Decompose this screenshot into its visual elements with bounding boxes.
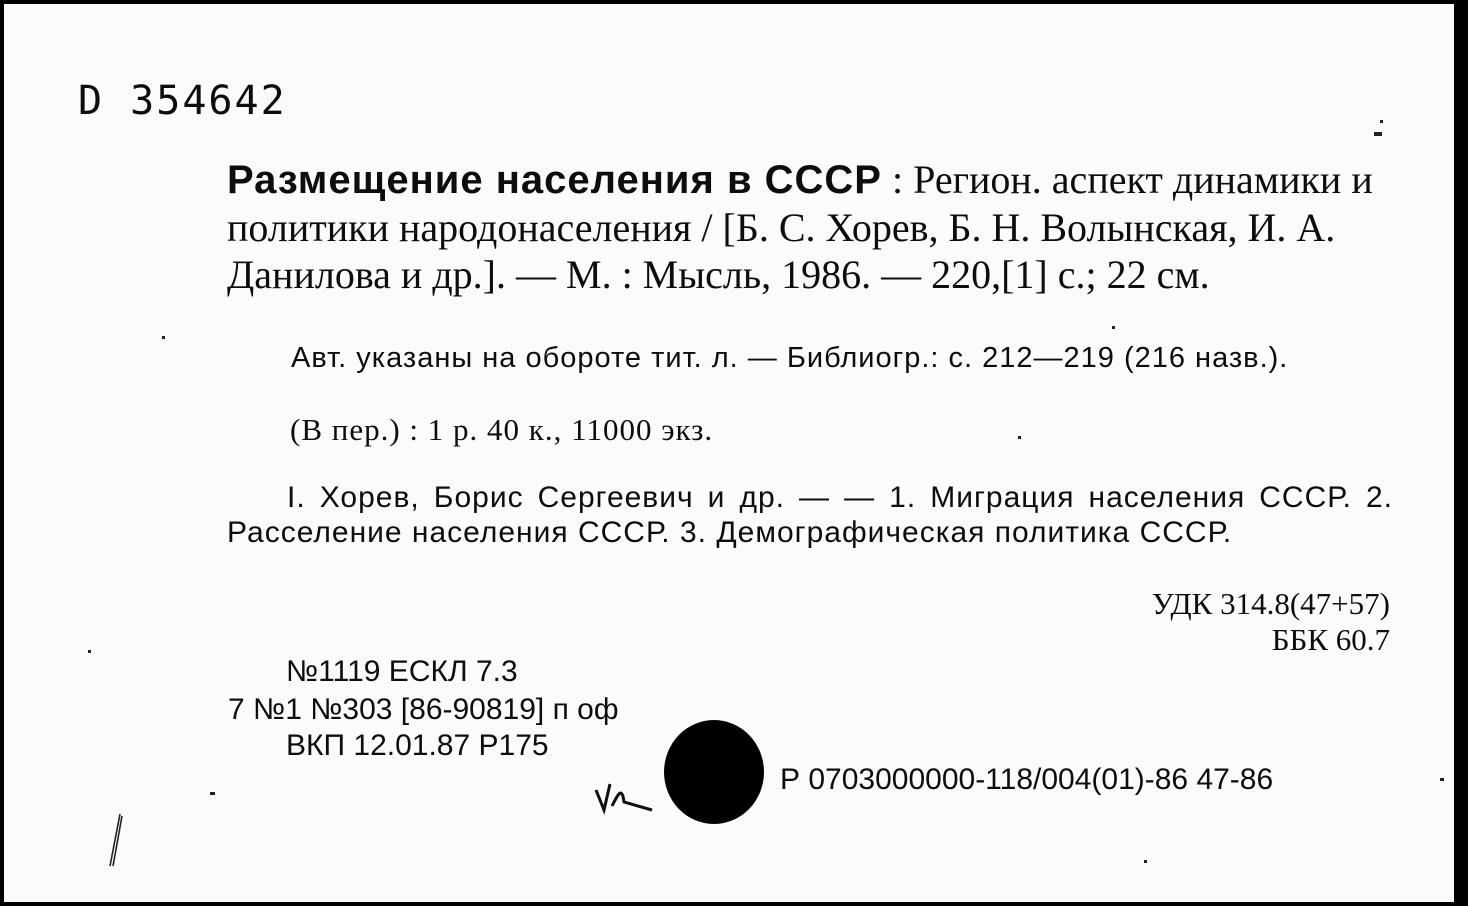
book-title: Размещение населения в СССР bbox=[227, 158, 882, 202]
handwritten-mark bbox=[592, 776, 656, 820]
publisher-code: Р 0703000000-118/004(01)-86 47-86 bbox=[780, 763, 1274, 796]
punch-hole bbox=[664, 720, 764, 824]
scan-speck bbox=[1440, 778, 1444, 781]
scan-speck bbox=[1144, 860, 1147, 863]
scan-speck bbox=[88, 650, 91, 653]
scan-speck bbox=[1018, 436, 1021, 439]
price-and-print-run: (В пер.) : 1 р. 40 к., 11000 экз. bbox=[290, 412, 714, 447]
service-line-2: 7 №1 №303 [86-90819] п оф bbox=[228, 693, 619, 726]
subject-tracings: I. Хорев, Борис Сергеевич и др. — — 1. Миграция населения СССР. 2. Расселение населения СССР. 3. Демографическая политика СССР. bbox=[227, 481, 1393, 549]
classification-block bbox=[1152, 586, 1390, 658]
bibliographic-description bbox=[227, 156, 1393, 298]
scan-scratch bbox=[104, 810, 128, 870]
scan-speck bbox=[1112, 326, 1115, 329]
scan-speck bbox=[210, 792, 215, 795]
title-statement: : Регион. аспект динамики и политики народонаселения / [Б. С. Хорев, Б. Н. Волынская, И. А. Данилова и др.]. — М. : Мысль, 1986. — 220,[1] с.; 22 см. bbox=[227, 157, 1373, 297]
service-line-1: №1119 ЕСКЛ 7.3 bbox=[286, 655, 518, 688]
service-line-3: ВКП 12.01.87 Р175 bbox=[286, 729, 549, 762]
scan-speck bbox=[162, 336, 165, 339]
scan-speck bbox=[1380, 120, 1383, 123]
inventory-number: D 354642 bbox=[78, 78, 287, 124]
udk-code: УДК 314.8(47+57) bbox=[1151, 586, 1390, 621]
bibliography-note: Авт. указаны на обороте тит. л. — Библиогр.: с. 212—219 (216 назв.). bbox=[291, 342, 1289, 374]
scan-speck bbox=[1374, 132, 1382, 136]
bbk-code: ББК 60.7 bbox=[1271, 622, 1390, 657]
catalog-card bbox=[4, 4, 1454, 902]
